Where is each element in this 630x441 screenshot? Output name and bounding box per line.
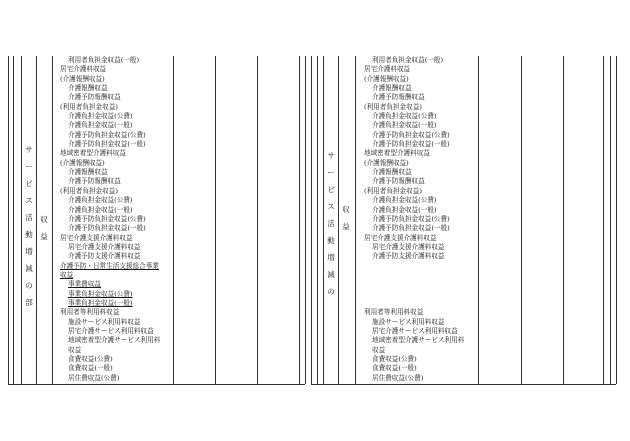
account-line: 事業費収益 bbox=[68, 280, 101, 289]
category-label-char: 益 bbox=[342, 222, 350, 231]
section-label-char: の bbox=[327, 287, 335, 296]
table-rule bbox=[521, 56, 522, 384]
account-line: 居宅介護料収益 bbox=[60, 65, 107, 74]
account-line: 地域密着型介護料収益 bbox=[60, 149, 126, 158]
account-line: 介護予防負担金収益(公費) bbox=[372, 130, 450, 139]
section-label-char: 増 bbox=[25, 247, 33, 256]
category-label-char: 益 bbox=[40, 232, 48, 241]
account-line: 施設サービス利用料収益 bbox=[68, 317, 141, 326]
account-line: 介護予防負担金収益(公費) bbox=[68, 130, 146, 139]
account-line: (介護報酬収益) bbox=[60, 158, 105, 167]
section-label-char: 増 bbox=[327, 253, 335, 262]
account-line bbox=[364, 280, 464, 289]
account-line: (介護報酬収益) bbox=[364, 158, 409, 167]
account-line: 介護予防負担金収益(一般) bbox=[372, 224, 450, 233]
account-line: 利用者等利用料収益 bbox=[364, 308, 424, 317]
account-line: 事業負担金収益(一般) bbox=[68, 298, 133, 307]
account-line: 居住費収益(公費) bbox=[372, 373, 424, 382]
table-rule bbox=[311, 56, 312, 384]
table-rule bbox=[355, 56, 356, 384]
section-label-char: サ bbox=[25, 145, 33, 154]
table-rule bbox=[13, 56, 14, 384]
section-label-char: ー bbox=[327, 168, 335, 177]
account-line: 介護予防報酬収益 bbox=[372, 177, 425, 186]
section-label-char: ス bbox=[25, 196, 33, 205]
account-line: 介護報酬収益 bbox=[68, 84, 108, 93]
account-line bbox=[364, 262, 464, 271]
section-label-char: ビ bbox=[327, 185, 335, 194]
account-line: 収益 bbox=[372, 345, 386, 354]
section-label-vertical bbox=[23, 146, 35, 316]
account-line: 地域密着型介護サービス利用料 bbox=[68, 336, 161, 345]
section-label-char: ー bbox=[25, 162, 33, 171]
account-line: 食費収益(公費) bbox=[372, 355, 417, 363]
table-bottom-border bbox=[311, 384, 616, 385]
account-line bbox=[364, 299, 464, 308]
account-line: 居宅介護支援介護料収益 bbox=[68, 242, 141, 251]
section-label-vertical bbox=[325, 152, 337, 305]
account-line: 収益 bbox=[60, 270, 74, 279]
table-rule bbox=[8, 56, 9, 384]
account-line: (利用者負担金収益) bbox=[364, 186, 422, 195]
account-line: (介護報酬収益) bbox=[364, 74, 409, 83]
account-line: 介護報酬収益 bbox=[372, 84, 412, 93]
section-label-char: サ bbox=[327, 151, 335, 160]
account-line: (介護報酬収益) bbox=[60, 74, 105, 83]
table-rule bbox=[616, 56, 617, 384]
section-label-char: 減 bbox=[327, 270, 335, 279]
account-line bbox=[364, 290, 464, 299]
account-list bbox=[60, 56, 160, 383]
section-label-char: 部 bbox=[25, 298, 33, 307]
table-rule bbox=[21, 56, 22, 384]
account-line: 施設サービス利用料収益 bbox=[372, 317, 445, 326]
account-line: 介護負担金収益(公費) bbox=[372, 196, 437, 205]
account-line bbox=[364, 271, 464, 280]
account-line: 収益 bbox=[68, 345, 82, 354]
account-line: 介護予防報酬収益 bbox=[68, 177, 121, 186]
account-line: 地域密着型介護料収益 bbox=[364, 149, 430, 158]
account-line: 介護予防支援介護料収益 bbox=[68, 252, 141, 261]
account-line: 食費収益(一般) bbox=[68, 364, 113, 373]
category-label-vertical bbox=[340, 206, 352, 240]
account-line: 居宅介護サービス利用料収益 bbox=[372, 326, 458, 335]
account-line: 介護予防支援介護料収益 bbox=[372, 252, 445, 261]
table-rule bbox=[603, 56, 604, 384]
account-line: 介護負担金収益(公費) bbox=[68, 196, 133, 205]
account-line: 介護負担金収益(一般) bbox=[372, 205, 437, 214]
account-line: 介護予防・日常生活支援総合事業 bbox=[60, 261, 159, 270]
account-line: 介護予防報酬収益 bbox=[372, 93, 425, 102]
account-line: 居宅介護料収益 bbox=[364, 65, 411, 74]
account-line: 介護予防報酬収益 bbox=[68, 93, 121, 102]
account-line: 事業負担金収益(公費) bbox=[68, 289, 133, 298]
table-rule bbox=[299, 56, 300, 384]
section-label-char: 活 bbox=[25, 213, 33, 222]
section-label-char: 活 bbox=[327, 219, 335, 228]
table-rule bbox=[257, 56, 258, 384]
account-line: 介護予防負担金収益(一般) bbox=[68, 224, 146, 233]
account-line: 介護負担金収益(公費) bbox=[372, 112, 437, 121]
account-line: 介護予防負担金収益(公費) bbox=[68, 214, 146, 223]
table-rule bbox=[610, 56, 611, 384]
table-rule bbox=[317, 56, 318, 384]
account-list bbox=[364, 56, 464, 383]
account-line: 食費収益(公費) bbox=[68, 355, 113, 363]
account-line: 居宅介護支援介護料収益 bbox=[372, 242, 445, 251]
account-line: 介護負担金収益(一般) bbox=[68, 205, 133, 214]
table-rule bbox=[36, 56, 37, 384]
account-line: 居宅介護サービス利用料収益 bbox=[68, 326, 154, 335]
account-line: 居宅介護支援介護料収益 bbox=[60, 233, 133, 242]
account-line: 居宅介護支援介護料収益 bbox=[364, 233, 437, 242]
account-line: 介護予防負担金収益(一般) bbox=[68, 140, 146, 149]
account-line: 介護負担金収益(一般) bbox=[372, 121, 437, 130]
table-rule bbox=[338, 56, 339, 384]
table-rule bbox=[323, 56, 324, 384]
category-label-vertical bbox=[38, 216, 50, 250]
table-rule bbox=[305, 56, 306, 384]
account-line: 介護予防負担金収益(公費) bbox=[372, 214, 450, 223]
account-line: 介護負担金収益(公費) bbox=[68, 112, 133, 121]
account-line: 介護負担金収益(一般) bbox=[68, 121, 133, 130]
account-line: 利用者負担金収益(一般) bbox=[372, 56, 444, 64]
category-label-char: 収 bbox=[342, 205, 350, 214]
account-line: 食費収益(一般) bbox=[372, 364, 417, 373]
account-line: 利用者等利用料収益 bbox=[60, 308, 120, 317]
table-rule bbox=[173, 56, 174, 384]
account-line: 介護予防負担金収益(一般) bbox=[372, 140, 450, 149]
account-line: 利用者負担金収益(一般) bbox=[68, 56, 140, 64]
table-rule bbox=[52, 56, 53, 384]
section-label-char: 動 bbox=[25, 230, 33, 239]
table-rule bbox=[563, 56, 564, 384]
account-line: 介護報酬収益 bbox=[68, 168, 108, 177]
account-line: (利用者負担金収益) bbox=[60, 102, 118, 111]
account-line: (利用者負担金収益) bbox=[60, 186, 118, 195]
section-label-char: 減 bbox=[25, 264, 33, 273]
table-bottom-border bbox=[8, 384, 305, 385]
section-label-char: ビ bbox=[25, 179, 33, 188]
account-line: (利用者負担金収益) bbox=[364, 102, 422, 111]
table-rule bbox=[478, 56, 479, 384]
section-label-char: の bbox=[25, 281, 33, 290]
account-line: 地域密着型介護サービス利用料 bbox=[372, 336, 465, 345]
account-line: 介護報酬収益 bbox=[372, 168, 412, 177]
account-line: 居住費収益(公費) bbox=[68, 373, 120, 382]
section-label-char: 動 bbox=[327, 236, 335, 245]
table-rule bbox=[215, 56, 216, 384]
section-label-char: ス bbox=[327, 202, 335, 211]
category-label-char: 収 bbox=[40, 215, 48, 224]
